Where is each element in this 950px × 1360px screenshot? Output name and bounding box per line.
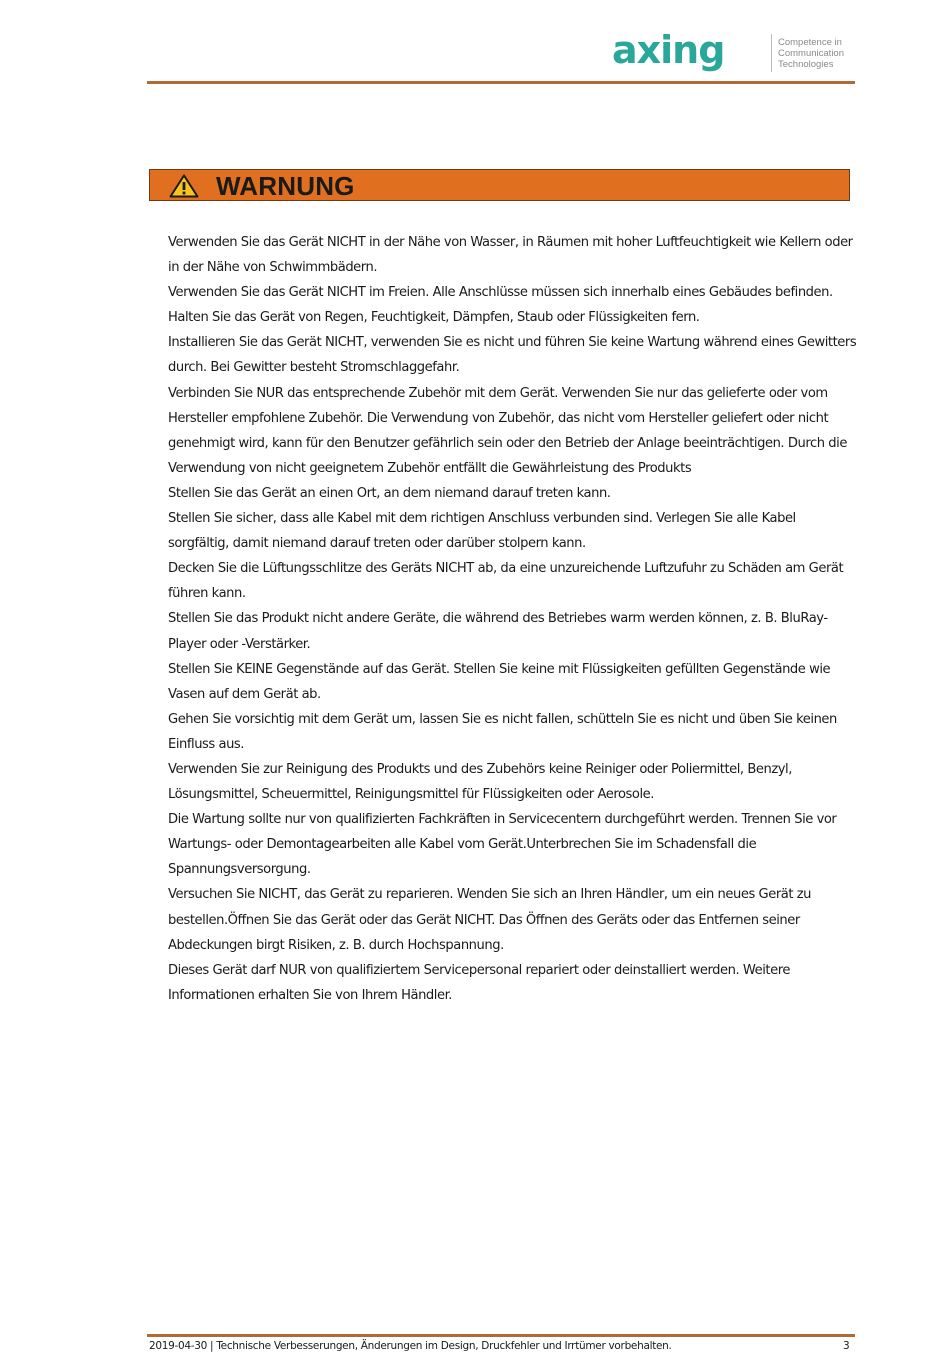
instruction-paragraph: Installieren Sie das Gerät NICHT, verwenden Sie es nicht und führen Sie keine Wartung während eines Gewitters durch. Bei Gewitter besteht Stromschlaggefahr. [168,335,857,376]
warning-triangle-icon [169,174,199,198]
logo-tagline [778,37,844,70]
footer-rule [147,1334,855,1337]
tagline-line: Competence in [778,37,842,48]
instruction-paragraph: Stellen Sie das Produkt nicht andere Geräte, die während des Betriebes warm werden können, z. B. BluRay-Player oder -Verstärker. [168,611,828,652]
safety-instructions [168,230,858,1008]
instruction-paragraph: Halten Sie das Gerät von Regen, Feuchtigkeit, Dämpfen, Staub oder Flüssigkeiten fern. [168,310,700,326]
instruction-paragraph: Verwenden Sie zur Reinigung des Produkts und des Zubehörs keine Reiniger oder Poliermittel, Benzyl, Lösungsmittel, Scheuermittel, Reinigungsmittel für Flüssigkeiten oder Aerosole. [168,761,792,803]
instruction-paragraph: Stellen Sie sicher, dass alle Kabel mit dem richtigen Anschluss verbunden sind. Verlegen Sie alle Kabel sorgfältig, damit niemand darauf treten oder darüber stolpern kann. [168,511,796,552]
tagline-line: Technologies [778,59,834,70]
header-rule [147,81,855,84]
footer-disclaimer: 2019-04-30 | Technische Verbesserungen, Änderungen im Design, Druckfehler und Irrtümer vorbehalten. [149,1340,672,1352]
instruction-paragraph: Stellen Sie das Gerät an einen Ort, an dem niemand darauf treten kann. [168,485,611,501]
warning-banner [149,169,850,201]
instruction-paragraph: Verwenden Sie das Gerät NICHT im Freien. Alle Anschlüsse müssen sich innerhalb eines Gebäudes befinden. [168,285,833,301]
warning-title: WARNUNG [216,171,355,201]
axing-logo-icon [612,34,768,74]
instruction-paragraph: Gehen Sie vorsichtig mit dem Gerät um, lassen Sie es nicht fallen, schütteln Sie es nicht und üben Sie keinen Einfluss aus. [168,711,837,752]
page-number: 3 [843,1340,850,1352]
instruction-paragraph: Verbinden Sie NUR das entsprechende Zubehör mit dem Gerät. Verwenden Sie nur das gelieferte oder vom Hersteller empfohlene Zubehör. Die Verwendung von Zubehör, das nicht vom Hersteller geliefert oder nicht genehmigt wird, kann für den Benutzer gefährlich sein oder den Betrieb der Anlage beeinträchtigen. Durch die Verwendung von nicht geeignetem Zubehör entfällt die Gewährleistung des Produkts [168,385,847,476]
instruction-paragraph: Verwenden Sie das Gerät NICHT in der Nähe von Wasser, in Räumen mit hoher Luftfeuchtigkeit wie Kellern oder in der Nähe von Schwimmbädern. [168,235,853,276]
instruction-paragraph: Dieses Gerät darf NUR von qualifiziertem Servicepersonal repariert oder deinstalliert werden. Weitere Informationen erhalten Sie von Ihrem Händler. [168,962,790,1003]
logo-divider [771,34,772,72]
tagline-line: Communication [778,48,844,59]
instruction-paragraph: Decken Sie die Lüftungsschlitze des Geräts NICHT ab, da eine unzureichende Luftzufuhr zu Schäden am Gerät führen kann. [168,561,844,602]
instruction-paragraph: Stellen Sie KEINE Gegenstände auf das Gerät. Stellen Sie keine mit Flüssigkeiten gefüllten Gegenstände wie Vasen auf dem Gerät ab. [168,661,831,702]
instruction-paragraph: Die Wartung sollte nur von qualifizierten Fachkräften in Servicecentern durchgeführt werden. Trennen Sie vor Wartungs- oder Demontagearbeiten alle Kabel vom Gerät.Unterbrechen Sie im Schadensfall die Spannungsversorgung. [168,812,837,878]
company-logo [612,34,857,74]
instruction-paragraph: Versuchen Sie NICHT, das Gerät zu reparieren. Wenden Sie sich an Ihren Händler, um ein neues Gerät zu bestellen.Öffnen Sie das Gerät oder das Gerät NICHT. Das Öffnen des Geräts oder das Entfernen seiner Abdeckungen birgt Risiken, z. B. durch Hochspannung. [168,887,812,953]
svg-text:axing: axing [612,34,725,72]
